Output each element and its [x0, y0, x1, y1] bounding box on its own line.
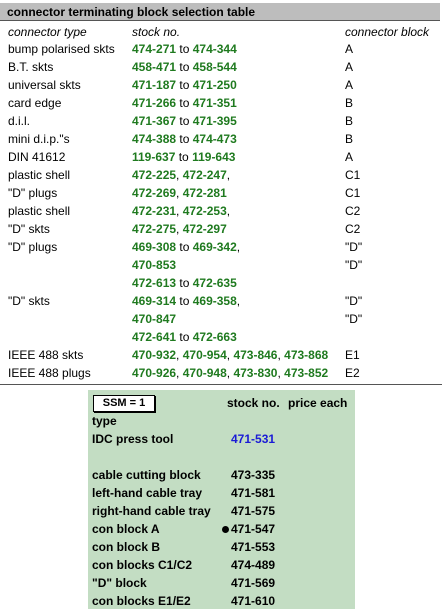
stock-separator: to [175, 150, 193, 164]
tool-stock-link[interactable]: 471-531 [231, 432, 276, 446]
panel-header-stock-no: stock no. [227, 396, 280, 410]
panel-item-stock: 471-610 [231, 594, 276, 608]
stock-number-link[interactable]: 469-342 [192, 240, 237, 254]
connector-type-cell: card edge [8, 96, 62, 110]
stock-number-link[interactable]: 472-247 [182, 168, 227, 182]
connector-block-cell: B [345, 114, 354, 128]
stock-number-link[interactable]: 472-275 [132, 222, 177, 236]
stock-separator: to [176, 330, 193, 344]
connector-type-cell: "D" skts [8, 294, 50, 308]
stock-number-link[interactable]: 470-926 [132, 366, 177, 380]
panel-item-row [88, 484, 355, 502]
panel-item-name: con block A [92, 522, 160, 536]
table-row [0, 220, 442, 238]
stock-number-link[interactable]: 472-613 [132, 276, 177, 290]
table-row [0, 112, 442, 130]
table-row [0, 328, 442, 346]
stock-number-link[interactable]: 472-253 [182, 204, 227, 218]
stock-separator: to [176, 132, 193, 146]
stock-separator: to [176, 60, 193, 74]
bullet-icon [222, 526, 229, 533]
panel-item-row [88, 502, 355, 520]
stock-number-link[interactable]: 469-314 [132, 294, 177, 308]
table-row [0, 292, 442, 310]
table-row [0, 130, 442, 148]
panel-item-name: con blocks C1/C2 [92, 558, 193, 572]
stock-no-cell [132, 274, 237, 292]
table-row [0, 148, 442, 166]
panel-item-stock: 471-547 [231, 522, 276, 536]
stock-no-cell [132, 238, 240, 256]
panel-item-row [88, 592, 355, 610]
panel-item-stock: 473-335 [231, 468, 276, 482]
stock-no-cell [132, 364, 328, 382]
connector-type-cell: "D" plugs [8, 240, 58, 254]
connector-block-cell: E2 [345, 366, 360, 380]
stock-number-link[interactable]: 471-266 [132, 96, 177, 110]
stock-separator: , [176, 366, 183, 380]
stock-no-cell [132, 310, 176, 328]
stock-number-link[interactable]: 471-187 [132, 78, 177, 92]
stock-number-link[interactable]: 469-358 [192, 294, 237, 308]
connector-type-cell: d.i.l. [8, 114, 31, 128]
stock-separator: , [226, 348, 234, 362]
table-row [0, 40, 442, 58]
table-row [0, 346, 442, 364]
connector-block-cell: A [345, 42, 354, 56]
ssm-badge: SSM = 1 [93, 395, 155, 412]
stock-number-link[interactable]: 473-846 [233, 348, 278, 362]
stock-number-link[interactable]: 473-852 [284, 366, 329, 380]
table-row [0, 166, 442, 184]
stock-separator: , [176, 222, 183, 236]
stock-no-cell [132, 76, 237, 94]
table-row [0, 94, 442, 112]
stock-separator: , [236, 294, 241, 308]
stock-separator: to [176, 114, 193, 128]
panel-item-name: left-hand cable tray [92, 486, 203, 500]
panel-item-row [88, 538, 355, 556]
stock-separator: to [176, 78, 193, 92]
stock-number-link[interactable]: 471-250 [192, 78, 237, 92]
stock-no-cell [132, 166, 230, 184]
stock-separator: , [277, 348, 285, 362]
panel-header-price-each: price each [288, 396, 348, 410]
connector-block-cell: A [345, 78, 354, 92]
stock-number-link[interactable]: 473-830 [233, 366, 278, 380]
panel-item-stock: 471-581 [231, 486, 276, 500]
connector-block-cell: E1 [345, 348, 360, 362]
connector-block-cell: C1 [345, 168, 361, 182]
stock-number-link[interactable]: 458-544 [192, 60, 237, 74]
header-connector-type: connector type [8, 25, 87, 39]
panel-item-stock: 471-569 [231, 576, 276, 590]
stock-number-link[interactable]: 471-395 [192, 114, 237, 128]
tool-name: IDC press tool [92, 432, 174, 446]
connector-type-cell: plastic shell [8, 168, 71, 182]
stock-no-cell [132, 220, 227, 238]
stock-separator: , [236, 240, 241, 254]
stock-no-cell [132, 94, 237, 112]
stock-number-link[interactable]: 474-271 [132, 42, 177, 56]
table-row [0, 238, 442, 256]
table-row [0, 202, 442, 220]
stock-separator: to [176, 240, 193, 254]
stock-number-link[interactable]: 473-868 [284, 348, 329, 362]
stock-number-link[interactable]: 470-954 [182, 348, 227, 362]
panel-item-row [88, 556, 355, 574]
stock-no-cell [132, 130, 237, 148]
table-row [0, 76, 442, 94]
connector-block-cell: A [345, 150, 354, 164]
panel-item-stock: 471-575 [231, 504, 276, 518]
connector-block-cell: B [345, 96, 354, 110]
panel-item-name: con block B [92, 540, 161, 554]
accessories-panel [88, 390, 355, 609]
stock-no-cell [132, 292, 240, 310]
stock-no-cell [132, 256, 176, 274]
connector-block-cell: "D" [345, 258, 363, 272]
stock-no-cell [132, 112, 237, 130]
panel-row-tool [88, 430, 355, 448]
stock-no-cell [132, 184, 227, 202]
stock-number-link[interactable]: 472-225 [132, 168, 177, 182]
stock-number-link[interactable]: 458-471 [132, 60, 177, 74]
panel-type-label-row [88, 412, 355, 430]
table-title: connector terminating block selection table [0, 3, 440, 21]
header-connector-block: connector block [345, 25, 430, 39]
table-row [0, 364, 442, 382]
panel-item-row [88, 520, 355, 538]
stock-separator: , [277, 366, 285, 380]
connector-block-cell: C2 [345, 222, 361, 236]
stock-number-link[interactable]: 472-269 [132, 186, 177, 200]
stock-number-link[interactable]: 472-297 [182, 222, 227, 236]
stock-number-link[interactable]: 472-635 [192, 276, 237, 290]
stock-separator: , [176, 186, 183, 200]
panel-item-name: con blocks E1/E2 [92, 594, 191, 608]
stock-separator: to [176, 294, 193, 308]
stock-separator: to [176, 96, 193, 110]
section-divider [0, 384, 442, 385]
stock-no-cell [132, 346, 328, 364]
connector-type-cell: IEEE 488 skts [8, 348, 84, 362]
panel-item-stock: 471-553 [231, 540, 276, 554]
stock-number-link[interactable]: 470-853 [132, 258, 177, 272]
connector-block-cell: "D" [345, 240, 363, 254]
stock-separator: , [176, 348, 183, 362]
stock-separator: , [176, 204, 183, 218]
stock-separator: , [226, 204, 231, 218]
connector-type-cell: plastic shell [8, 204, 71, 218]
stock-separator: to [176, 276, 193, 290]
table-row [0, 256, 442, 274]
panel-type-label: type [92, 414, 117, 428]
stock-no-cell [132, 40, 237, 58]
connector-block-cell: C1 [345, 186, 361, 200]
panel-item-name: cable cutting block [92, 468, 201, 482]
stock-number-link[interactable]: 119-637 [132, 150, 176, 164]
panel-item-stock: 474-489 [231, 558, 276, 572]
connector-block-cell: "D" [345, 294, 363, 308]
panel-item-name: right-hand cable tray [92, 504, 211, 518]
connector-type-cell: bump polarised skts [8, 42, 115, 56]
stock-number-link[interactable]: 470-932 [132, 348, 177, 362]
stock-number-link[interactable]: 470-847 [132, 312, 177, 326]
stock-separator: , [226, 366, 234, 380]
connector-type-cell: "D" plugs [8, 186, 58, 200]
table-row [0, 184, 442, 202]
stock-number-link[interactable]: 474-473 [192, 132, 237, 146]
panel-item-name: "D" block [92, 576, 147, 590]
stock-number-link[interactable]: 471-351 [192, 96, 237, 110]
stock-no-cell [132, 58, 237, 76]
connector-block-cell: A [345, 60, 354, 74]
stock-separator: to [176, 42, 193, 56]
stock-no-cell [132, 202, 230, 220]
panel-item-row [88, 574, 355, 592]
connector-type-cell: IEEE 488 plugs [8, 366, 91, 380]
stock-number-link[interactable]: 472-663 [192, 330, 237, 344]
stock-number-link[interactable]: 470-948 [182, 366, 227, 380]
connector-block-cell: "D" [345, 312, 363, 326]
stock-no-cell [132, 328, 237, 346]
stock-number-link[interactable]: 474-344 [192, 42, 237, 56]
stock-separator: , [226, 168, 231, 182]
stock-number-link[interactable]: 119-643 [192, 150, 236, 164]
table-row [0, 274, 442, 292]
stock-number-link[interactable]: 469-308 [132, 240, 177, 254]
stock-separator: , [176, 168, 183, 182]
connector-type-cell: DIN 41612 [8, 150, 66, 164]
header-stock-no: stock no. [132, 25, 181, 39]
connector-block-cell: C2 [345, 204, 361, 218]
stock-number-link[interactable]: 474-388 [132, 132, 177, 146]
stock-number-link[interactable]: 472-281 [182, 186, 227, 200]
panel-item-row [88, 466, 355, 484]
stock-number-link[interactable]: 472-231 [132, 204, 177, 218]
connector-type-cell: B.T. skts [8, 60, 54, 74]
connector-type-cell: "D" skts [8, 222, 50, 236]
stock-number-link[interactable]: 471-367 [132, 114, 177, 128]
connector-type-cell: universal skts [8, 78, 81, 92]
connector-type-cell: mini d.i.p."s [8, 132, 70, 146]
connector-block-cell: B [345, 132, 354, 146]
table-row [0, 58, 442, 76]
stock-no-cell [132, 148, 235, 166]
stock-number-link[interactable]: 472-641 [132, 330, 177, 344]
table-row [0, 310, 442, 328]
